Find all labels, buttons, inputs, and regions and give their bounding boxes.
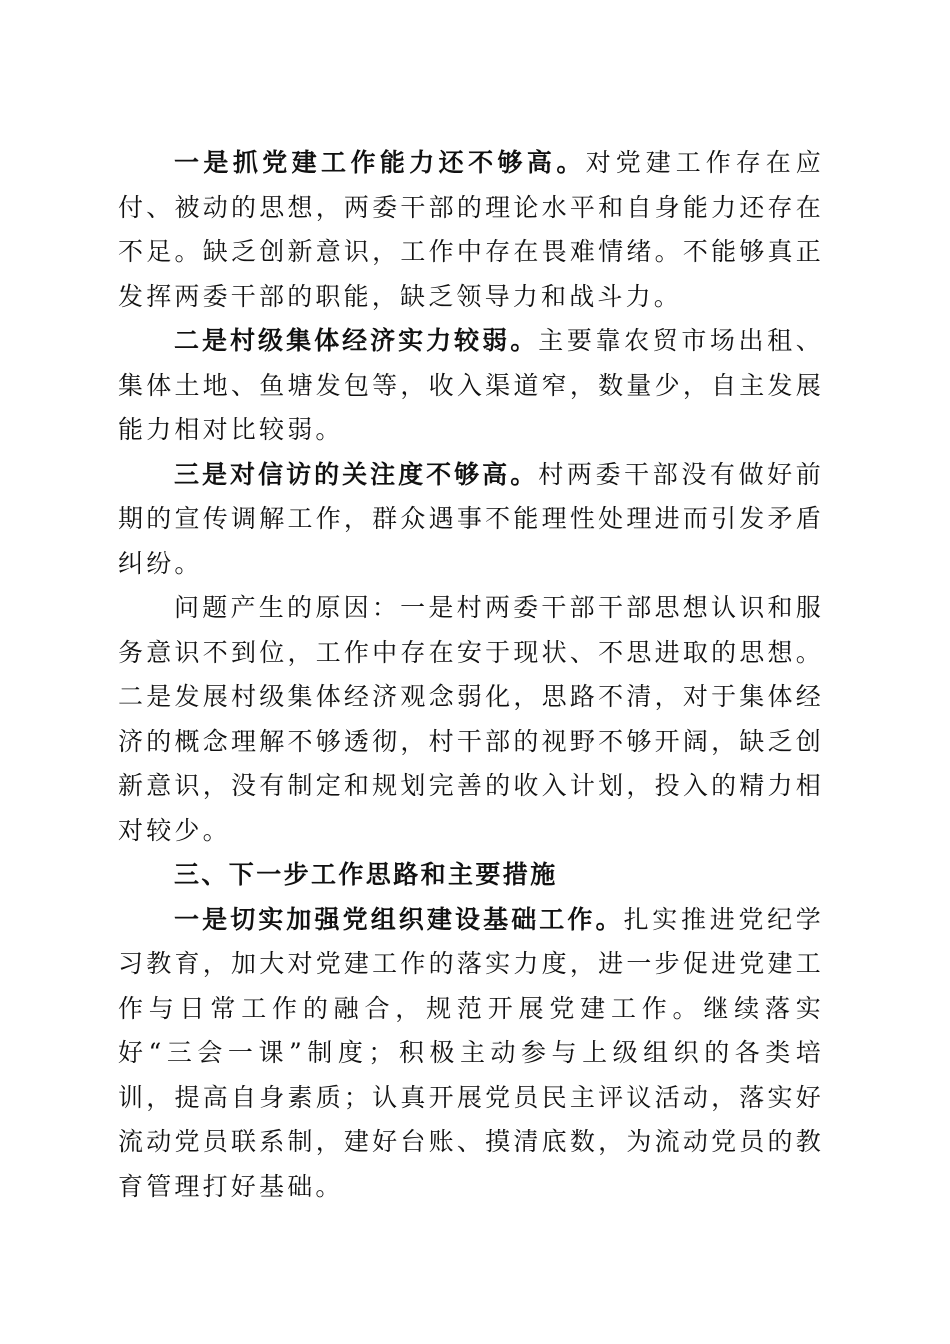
problem-paragraph-2 [118,319,824,453]
paragraph-text: 对党建工作存在应付、被动的思想，两委干部的理论水平和自身能力还存在不足。缺乏创新意识，工作中存在畏难情绪。不能够真正发挥两委干部的职能，缺乏领导力和战斗力。 [118,148,824,311]
paragraph-text: 扎实推进党纪学习教育，加大对党建工作的落实力度，进一步促进党建工作与日常工作的融合，规范开展党建工作。继续落实好“三会一课”制度；积极主动参与上级组织的各类培训，提高自身素质；认真开展党员民主评议活动，落实好流动党员联系制，建好台账、摸清底数，为流动党员的教育管理打好基础。 [118,904,824,1201]
paragraph-lead: 二是村级集体经济实力较弱。 [174,326,539,355]
problem-paragraph-1 [118,141,824,319]
paragraph-text: 村两委干部没有做好前期的宣传调解工作，群众遇事不能理性处理进而引发矛盾纠纷。 [118,459,824,578]
cause-paragraph [118,586,824,853]
problem-paragraph-3 [118,453,824,587]
paragraph-lead: 一是切实加强党组织建设基础工作。 [174,904,624,934]
paragraph-text: 主要靠农贸市场出租、集体土地、鱼塘发包等，收入渠道窄，数量少，自主发展能力相对比较弱。 [118,326,824,444]
paragraph-lead: 三是对信访的关注度不够高。 [174,459,539,489]
paragraph-lead: 一是抓党建工作能力还不够高。 [174,148,586,177]
document-body [118,141,824,1209]
measure-paragraph-1 [118,898,824,1210]
paragraph-text: 问题产生的原因：一是村两委干部干部思想认识和服务意识不到位，工作中存在安于现状、不思进取的思想。二是发展村级集体经济观念弱化，思路不清，对于集体经济的概念理解不够透彻，村干部的视野不够开阔，缺乏创新意识，没有制定和规划完善的收入计划，投入的精力相对较少。 [118,593,824,845]
section-heading: 三、下一步工作思路和主要措施 [174,860,558,889]
